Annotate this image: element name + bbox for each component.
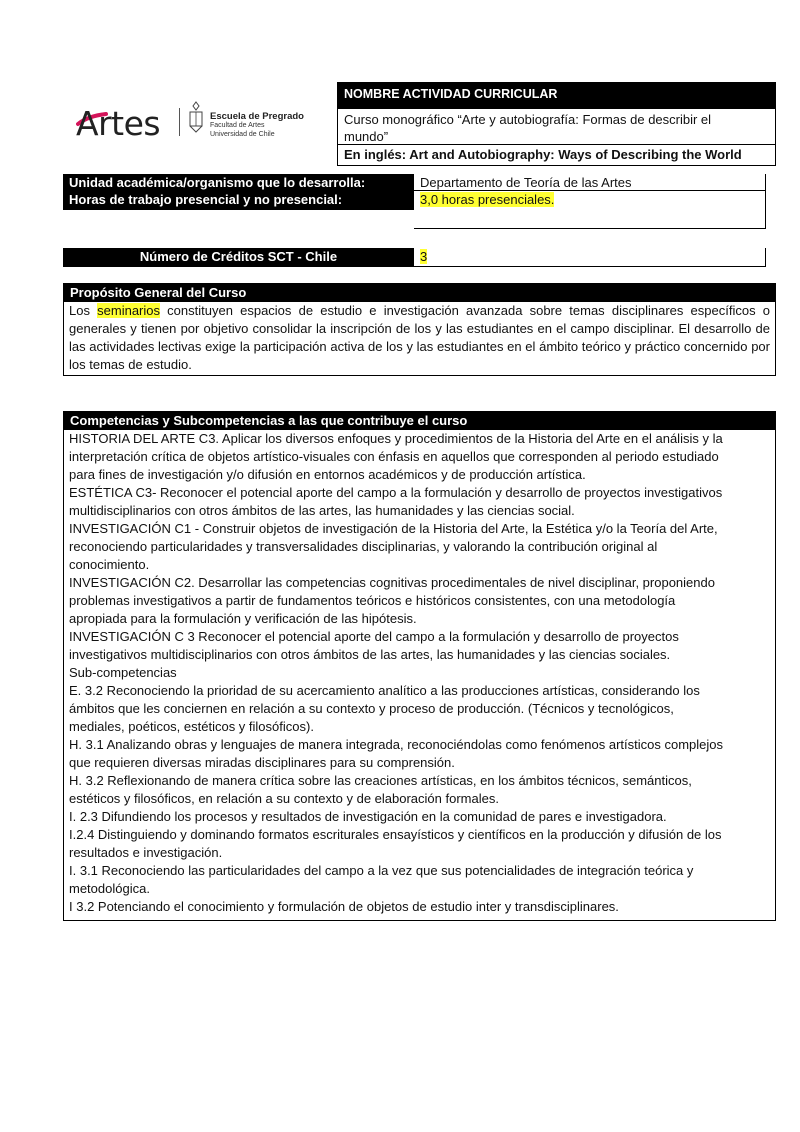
competency-line: ámbitos que les conciernen en relación a su contexto y proceso de producción. (Técnicos y tecnológicos,	[69, 701, 674, 716]
unit-value: Departamento de Teoría de las Artes	[414, 174, 766, 191]
competencies-section	[63, 411, 776, 921]
credits-row	[63, 248, 766, 267]
course-name-spanish-line1: Curso monográfico “Arte y autobiografía: Formas de describir el	[344, 112, 712, 127]
hours-value: 3,0 horas presenciales.	[420, 192, 555, 207]
logo-school-name: Escuela de Pregrado	[210, 111, 304, 122]
competencies-title: Competencias y Subcompetencias a las que contribuye el curso	[64, 412, 775, 430]
competency-line: para fines de investigación y/o difusión en entornos académicos y de producción artística.	[69, 467, 586, 482]
competency-line: conocimiento.	[69, 557, 150, 572]
purpose-title: Propósito General del Curso	[64, 284, 775, 302]
competency-line: E. 3.2 Reconociendo la prioridad de su acercamiento analítico a las producciones artísticas, considerando los	[69, 683, 700, 698]
credits-value-cell	[414, 248, 766, 267]
competency-line: I. 2.3 Difundiendo los procesos y resultados de investigación en la comunidad de pares e investigadora.	[69, 809, 667, 824]
competency-line: multidisciplinarios con otros ámbitos de las artes, las humanidades y las ciencias social.	[69, 503, 575, 518]
competency-line: que requieren diversas miradas disciplinares para su comprensión.	[69, 755, 455, 770]
purpose-prefix: Los	[69, 303, 98, 318]
course-name-spanish-line2: mundo”	[344, 129, 389, 144]
competency-line: resultados e investigación.	[69, 845, 223, 860]
competency-line: I.2.4 Distinguiendo y dominando formatos escriturales ensayísticos y científicos en la producción y difusión de los	[69, 827, 722, 842]
competency-line: H. 3.2 Reflexionando de manera crítica sobre las creaciones artísticas, en los ámbitos técnicos, semánticos,	[69, 773, 692, 788]
credits-value: 3	[420, 249, 428, 264]
competency-line: I. 3.1 Reconociendo las particularidades del campo a la vez que sus potencialidades de integración teórica y	[69, 863, 694, 878]
logo-wordmark: Artes	[76, 104, 161, 143]
hours-row	[63, 191, 766, 229]
competency-line: estéticos y filosóficos, en relación a su contexto y de elaboración formales.	[69, 791, 499, 806]
competency-line: I 3.2 Potenciando el conocimiento y formulación de objetos de estudio inter y transdisciplinares.	[69, 899, 619, 914]
logo-separator	[179, 108, 180, 136]
purpose-text: constituyen espacios de estudio e investigación avanzada sobre temas disciplinares específicos o generales y tienen por objetivo consolidar la inscripción de los y las estudiantes en el campo disciplinar. El desarrollo de las actividades lectivas exige la participación activa de los y las estudiantes en el ámbito teórico y práctico concernido por los temas de estudio.	[69, 303, 770, 372]
logo-faculty: Facultad de Artes	[210, 122, 265, 129]
course-name-spanish	[338, 109, 775, 145]
competency-line: metodológica.	[69, 881, 150, 896]
course-name-table	[337, 82, 776, 166]
unit-row	[63, 174, 766, 191]
logo-university: Universidad de Chile	[210, 131, 275, 138]
course-name-english: En inglés: Art and Autobiography: Ways of Describing the World	[344, 147, 742, 162]
competency-line: apropiada para la formulación y verificación de las hipótesis.	[69, 611, 417, 626]
competency-line: mediales, poéticos, estéticos y filosóficos).	[69, 719, 314, 734]
competency-line: interpretación crítica de objetos artístico-visuales con énfasis en aquellos que corresponden al periodo estudiado	[69, 449, 719, 464]
competency-line: H. 3.1 Analizando obras y lenguajes de manera integrada, reconociéndolas como fenómenos artísticos complejos	[69, 737, 723, 752]
competency-line: Sub-competencias	[69, 665, 177, 680]
purpose-highlight: seminarios	[97, 303, 160, 318]
university-crest-icon	[186, 100, 206, 136]
purpose-body	[64, 302, 775, 375]
competency-line: investigativos multidisciplinarios con otros ámbitos de las artes, las humanidades y las ciencias sociales.	[69, 647, 671, 662]
competency-line: INVESTIGACIÓN C1 - Construir objetos de investigación de la Historia del Arte, la Estética y/o la Teoría del Arte,	[69, 521, 718, 536]
competency-line: HISTORIA DEL ARTE C3. Aplicar los diversos enfoques y procedimientos de la Historia del Arte en el análisis y la	[69, 431, 723, 446]
artes-logo	[76, 98, 326, 144]
competencies-body	[64, 430, 775, 917]
competency-line: INVESTIGACIÓN C 3 Reconocer el potencial aporte del campo a la formulación y desarrollo de proyectos	[69, 629, 679, 644]
course-name-header: NOMBRE ACTIVIDAD CURRICULAR	[338, 83, 775, 109]
hours-value-cell	[414, 191, 766, 229]
competency-line: problemas investigativos a partir de fundamentos teóricos e históricos consistentes, con una metodología	[69, 593, 676, 608]
competency-line: INVESTIGACIÓN C2. Desarrollar las competencias cognitivas procedimentales de nivel disciplinar, proponiendo	[69, 575, 715, 590]
credits-label: Número de Créditos SCT - Chile	[63, 248, 414, 267]
hours-label: Horas de trabajo presencial y no presencial:	[63, 191, 414, 210]
competency-line: reconociendo particularidades y transversalidades disciplinarias, y valorando la contribución original al	[69, 539, 658, 554]
unit-label: Unidad académica/organismo que lo desarrolla:	[63, 174, 414, 191]
purpose-section	[63, 283, 776, 376]
competency-line: ESTÉTICA C3- Reconocer el potencial aporte del campo a la formulación y desarrollo de proyectos investigativos	[69, 485, 723, 500]
